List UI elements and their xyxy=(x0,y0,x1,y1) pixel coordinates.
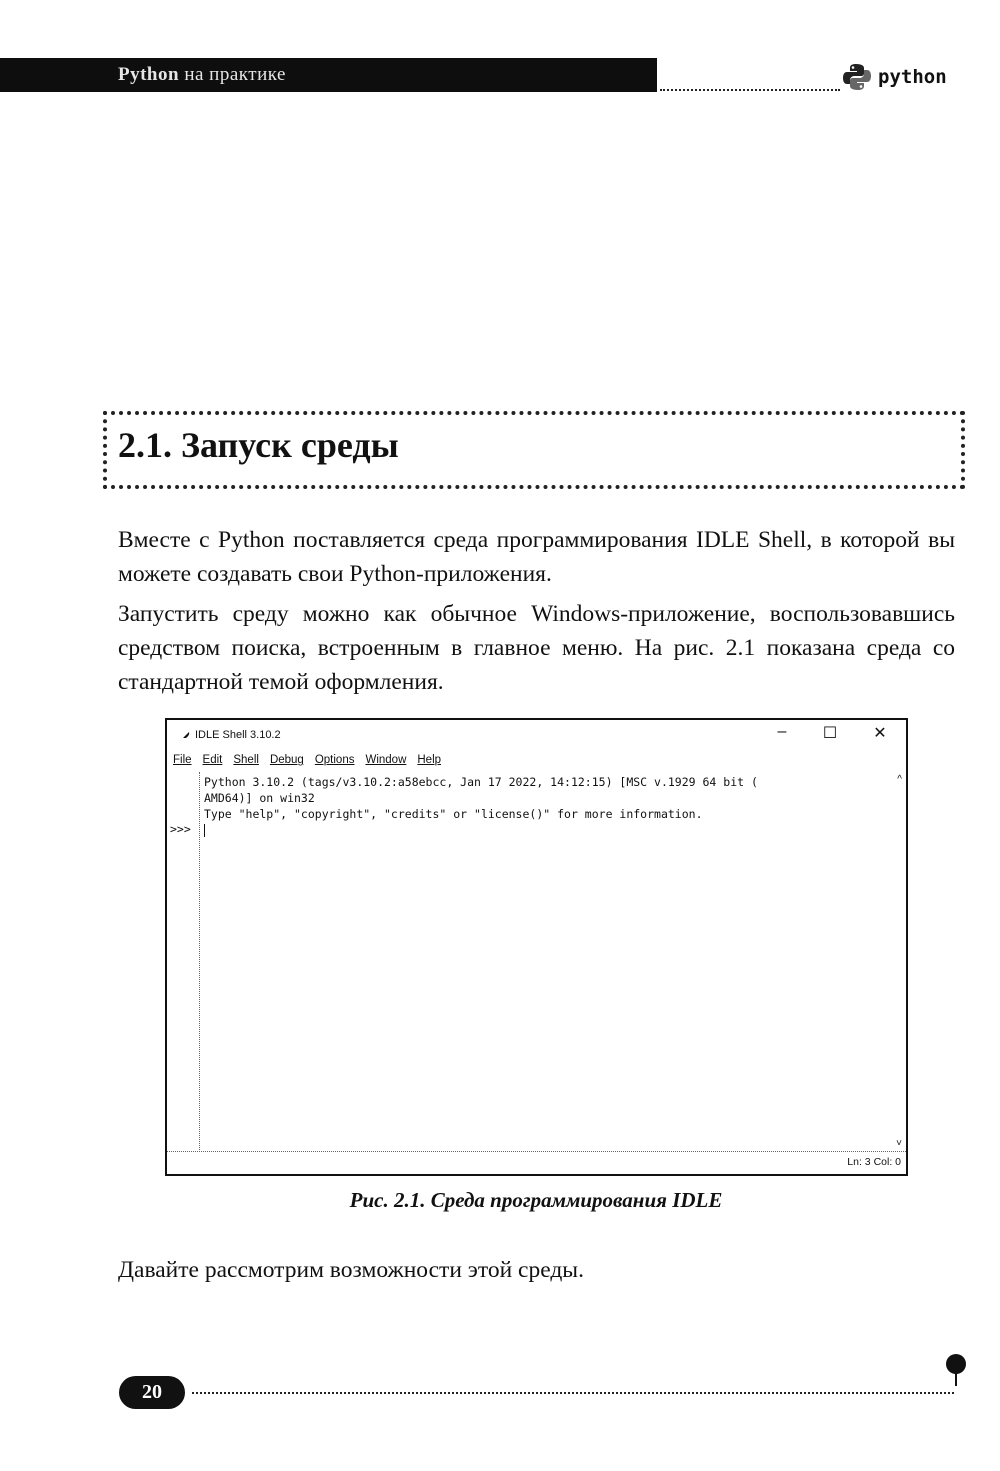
menu-file[interactable]: File xyxy=(173,754,192,766)
menu-debug[interactable]: Debug xyxy=(269,754,304,766)
shell-prompt: >>> xyxy=(170,822,191,836)
minimize-button[interactable]: – xyxy=(777,723,787,740)
menu-shell[interactable]: Shell xyxy=(233,754,259,766)
python-logo xyxy=(842,62,947,92)
shell-line: Type "help", "copyright", "credits" or "license()" for more information. xyxy=(204,807,703,821)
menu-window[interactable]: Window xyxy=(365,754,407,766)
pin-icon xyxy=(944,1353,968,1387)
figure-caption: Рис. 2.1. Среда программирования IDLE xyxy=(349,1188,723,1212)
shell-output[interactable] xyxy=(204,774,884,822)
idle-shell-window xyxy=(165,718,908,1176)
logo-text: python xyxy=(878,66,947,88)
menu-options[interactable]: Options xyxy=(314,754,355,766)
footer-dotted-rule xyxy=(192,1392,954,1394)
menu-edit[interactable]: Edit xyxy=(202,754,223,766)
header-bar xyxy=(0,58,657,92)
close-button[interactable]: ✕ xyxy=(873,725,887,742)
window-title: IDLE Shell 3.10.2 xyxy=(195,729,281,741)
paragraph-intro: Вместе с Python поставляется среда программирования IDLE Shell, в которой вы можете создавать свои Python-приложения. xyxy=(118,527,955,587)
menu-help[interactable]: Help xyxy=(417,754,442,766)
feather-icon xyxy=(179,730,191,742)
scroll-down-icon[interactable]: ˅ xyxy=(896,1138,902,1149)
window-titlebar xyxy=(167,720,906,754)
header-dotted-rule xyxy=(660,89,840,91)
paragraph-launch: Запустить среду можно как обычное Windows-приложение, воспользовавшись средством поиска, встроенным в главное меню. На рис. 2.1 показана среда со стандартной темой оформления. xyxy=(118,601,955,695)
menu-bar xyxy=(173,754,441,772)
paragraph-closing: Давайте рассмотрим возможности этой среды. xyxy=(118,1257,584,1283)
page-number: 20 xyxy=(119,1376,185,1409)
scroll-up-icon[interactable]: ^ xyxy=(897,774,902,785)
shell-line: AMD64)] on win32 xyxy=(204,791,315,805)
text-cursor xyxy=(204,824,205,837)
maximize-button[interactable]: ☐ xyxy=(822,725,838,742)
section-title: 2.1. Запуск среды xyxy=(118,425,399,465)
python-snake-icon xyxy=(842,62,872,92)
cursor-position: Ln: 3 Col: 0 xyxy=(847,1156,901,1168)
shell-line: Python 3.10.2 (tags/v3.10.2:a58ebcc, Jan 17 2022, 14:12:15) [MSC v.1929 64 bit ( xyxy=(204,775,758,789)
status-bar xyxy=(167,1151,906,1174)
running-header: Python на практике xyxy=(118,64,286,85)
